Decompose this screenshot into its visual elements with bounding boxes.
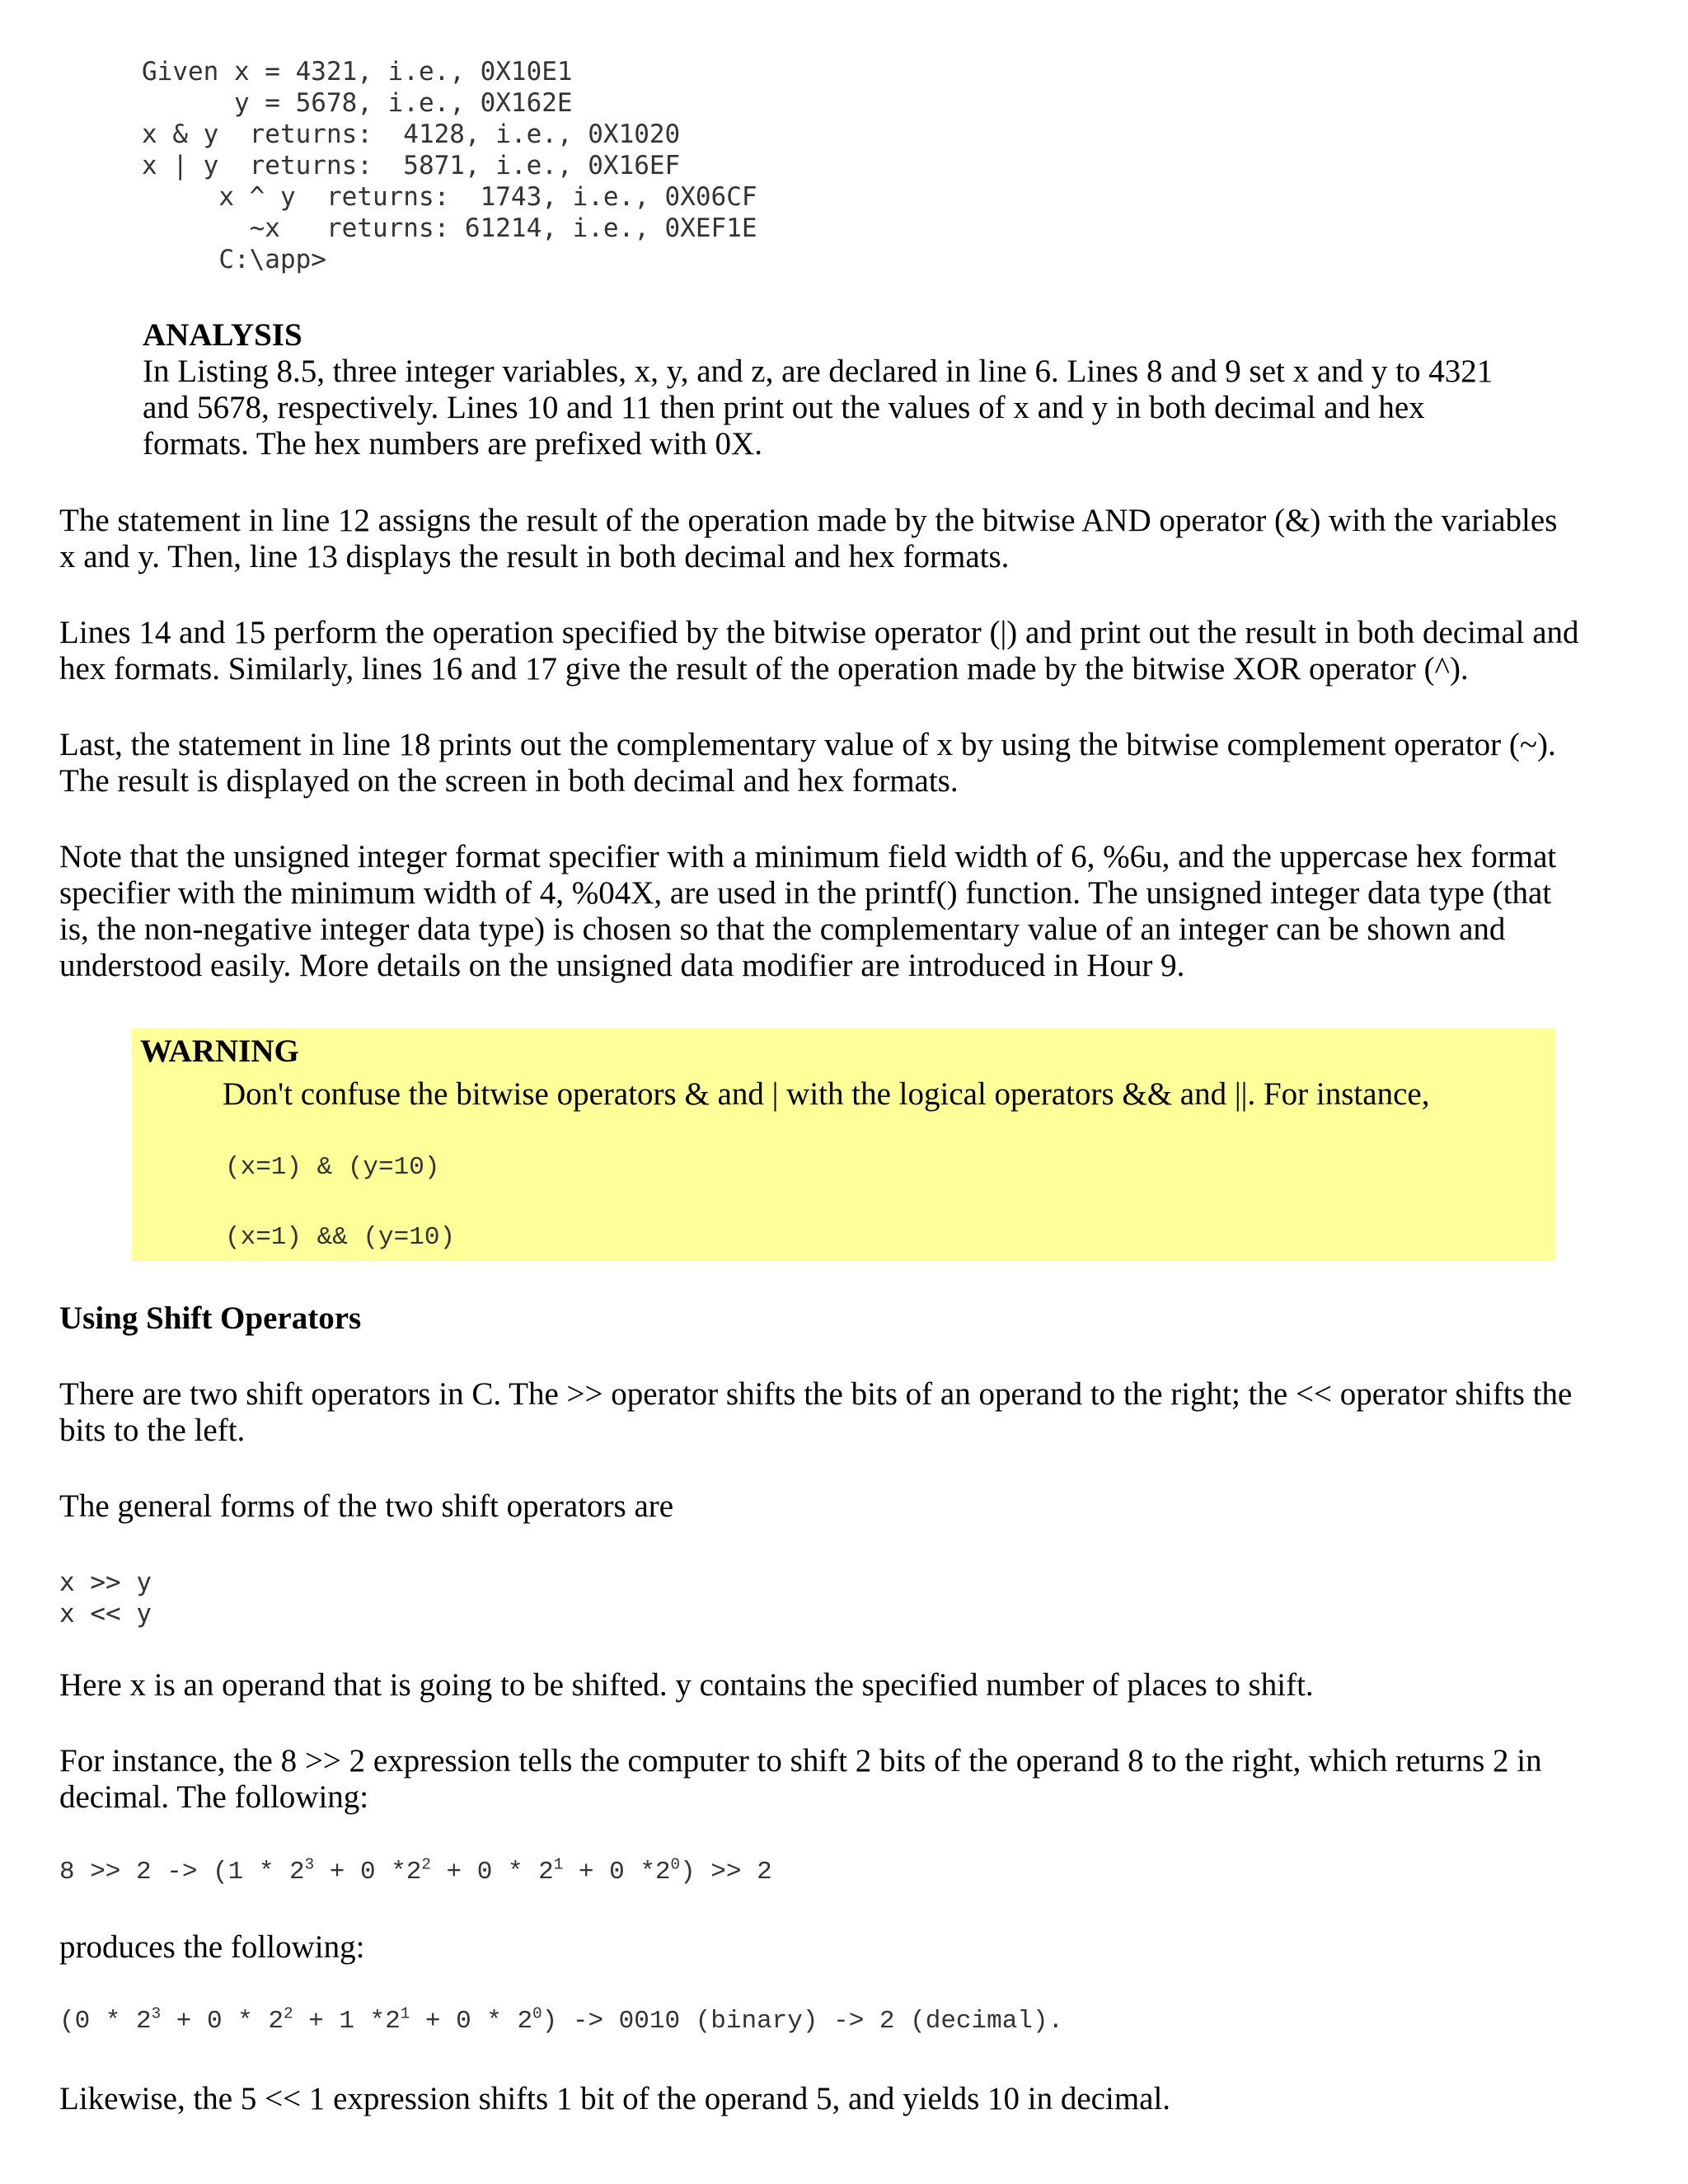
paragraph-produces: produces the following: bbox=[59, 1929, 365, 1965]
paragraph-line: Last, the statement in line 18 prints out the complementary value of x by using the bitwise complement operator (~). bbox=[59, 727, 1556, 762]
warning-code-bitwise: (x=1) & (y=10) bbox=[225, 1153, 440, 1182]
code-line: x >> y bbox=[59, 1568, 152, 1597]
section-heading: Using Shift Operators bbox=[59, 1301, 362, 1336]
output-line: x | y returns: 5871, i.e., 0X16EF bbox=[142, 151, 681, 180]
analysis-block bbox=[143, 317, 1610, 462]
paragraph-shift-intro bbox=[59, 1376, 1642, 1449]
paragraph-line: The result is displayed on the screen in both decimal and hex formats. bbox=[59, 763, 959, 799]
paragraph-line: Note that the unsigned integer format specifier with a minimum field width of 6, %6u, and the uppercase hex format bbox=[59, 839, 1557, 874]
paragraph-line: There are two shift operators in C. The >> operator shifts the bits of an operand to the right; the << operator shifts the bbox=[59, 1376, 1573, 1412]
paragraph-line: The statement in line 12 assigns the result of the operation made by the bitwise AND operator (&) with the variables bbox=[59, 503, 1558, 538]
paragraph-line: decimal. The following: bbox=[59, 1779, 369, 1815]
shift-expression-2: ($0 * 2^3 + 0 * 2^2 + 1$ $*2^1 + 0 * 2^0) -> 0010$ (binary) -> 2 (decimal). bbox=[59, 2004, 1064, 2036]
paragraph-format-specifiers bbox=[59, 839, 1642, 984]
analysis-line: In Listing 8.5, three integer variables, x, y, and z, are declared in line 6. Lines 8 and 9 set x and y to 4321 bbox=[143, 354, 1493, 389]
paragraph-line: x and y. Then, line 13 displays the result in both decimal and hex formats. bbox=[59, 539, 1010, 574]
analysis-line: and 5678, respectively. Lines 10 and 11 then print out the values of x and y in both decimal and hex bbox=[143, 390, 1425, 425]
analysis-heading: ANALYSIS bbox=[143, 317, 302, 353]
analysis-line: formats. The hex numbers are prefixed with 0X. bbox=[143, 426, 762, 462]
paragraph-line: hex formats. Similarly, lines 16 and 17 give the result of the operation made by the bitwise XOR operator (^). bbox=[59, 651, 1469, 687]
paragraph-line: Lines 14 and 15 perform the operation specified by the bitwise operator (|) and print out the result in both decimal and bbox=[59, 615, 1579, 650]
paragraph-line: bits to the left. bbox=[59, 1413, 246, 1448]
paragraph-general-forms: The general forms of the two shift operators are bbox=[59, 1488, 674, 1524]
output-line: C:\app> bbox=[142, 245, 326, 274]
program-output bbox=[142, 56, 757, 275]
output-line: Given x = 4321, i.e., 0X10E1 bbox=[142, 57, 573, 87]
output-line: x & y returns: 4128, i.e., 0X1020 bbox=[142, 120, 681, 149]
output-line: ~x returns: 61214, i.e., 0XEF1E bbox=[142, 213, 757, 243]
output-line: x ^ y returns: 1743, i.e., 0X06CF bbox=[142, 182, 757, 212]
paragraph-line: specifier with the minimum width of 4, %04X, are used in the printf() function. The unsigned integer data type (that bbox=[59, 875, 1552, 911]
paragraph-line: For instance, the 8 >> 2 expression tells the computer to shift 2 bits of the operand 8 to the right, which returns 2 in bbox=[59, 1743, 1542, 1779]
warning-box bbox=[132, 1029, 1555, 1261]
shift-expression-1: $8 >> 2 -> (1 * 2^3 + 0$ $*2^2 + 0 * 2^1 + 0$ $*2^0) >> 2$ bbox=[59, 1855, 772, 1886]
warning-text: Don't confuse the bitwise operators & and | with the logical operators && and ||. For instance, bbox=[223, 1076, 1430, 1112]
warning-code-logical: (x=1) && (y=10) bbox=[225, 1223, 456, 1252]
paragraph-complement-operator bbox=[59, 727, 1642, 799]
paragraph-or-xor-operator bbox=[59, 615, 1642, 687]
warning-title: WARNING bbox=[140, 1033, 299, 1069]
paragraph-line: is, the non-negative integer data type) is chosen so that the complementary value of an integer can be shown and bbox=[59, 912, 1506, 947]
shift-forms-code bbox=[59, 1567, 152, 1629]
paragraph-shift-example bbox=[59, 1743, 1642, 1816]
paragraph-likewise: Likewise, the 5 << 1 expression shifts 1 bit of the operand 5, and yields 10 in decimal. bbox=[59, 2081, 1171, 2116]
output-line: y = 5678, i.e., 0X162E bbox=[142, 88, 573, 118]
paragraph-operand-explanation: Here x is an operand that is going to be shifted. y contains the specified number of places to shift. bbox=[59, 1667, 1314, 1703]
code-line: x << y bbox=[59, 1599, 152, 1629]
paragraph-and-operator bbox=[59, 503, 1642, 575]
paragraph-line: understood easily. More details on the unsigned data modifier are introduced in Hour 9. bbox=[59, 948, 1185, 983]
